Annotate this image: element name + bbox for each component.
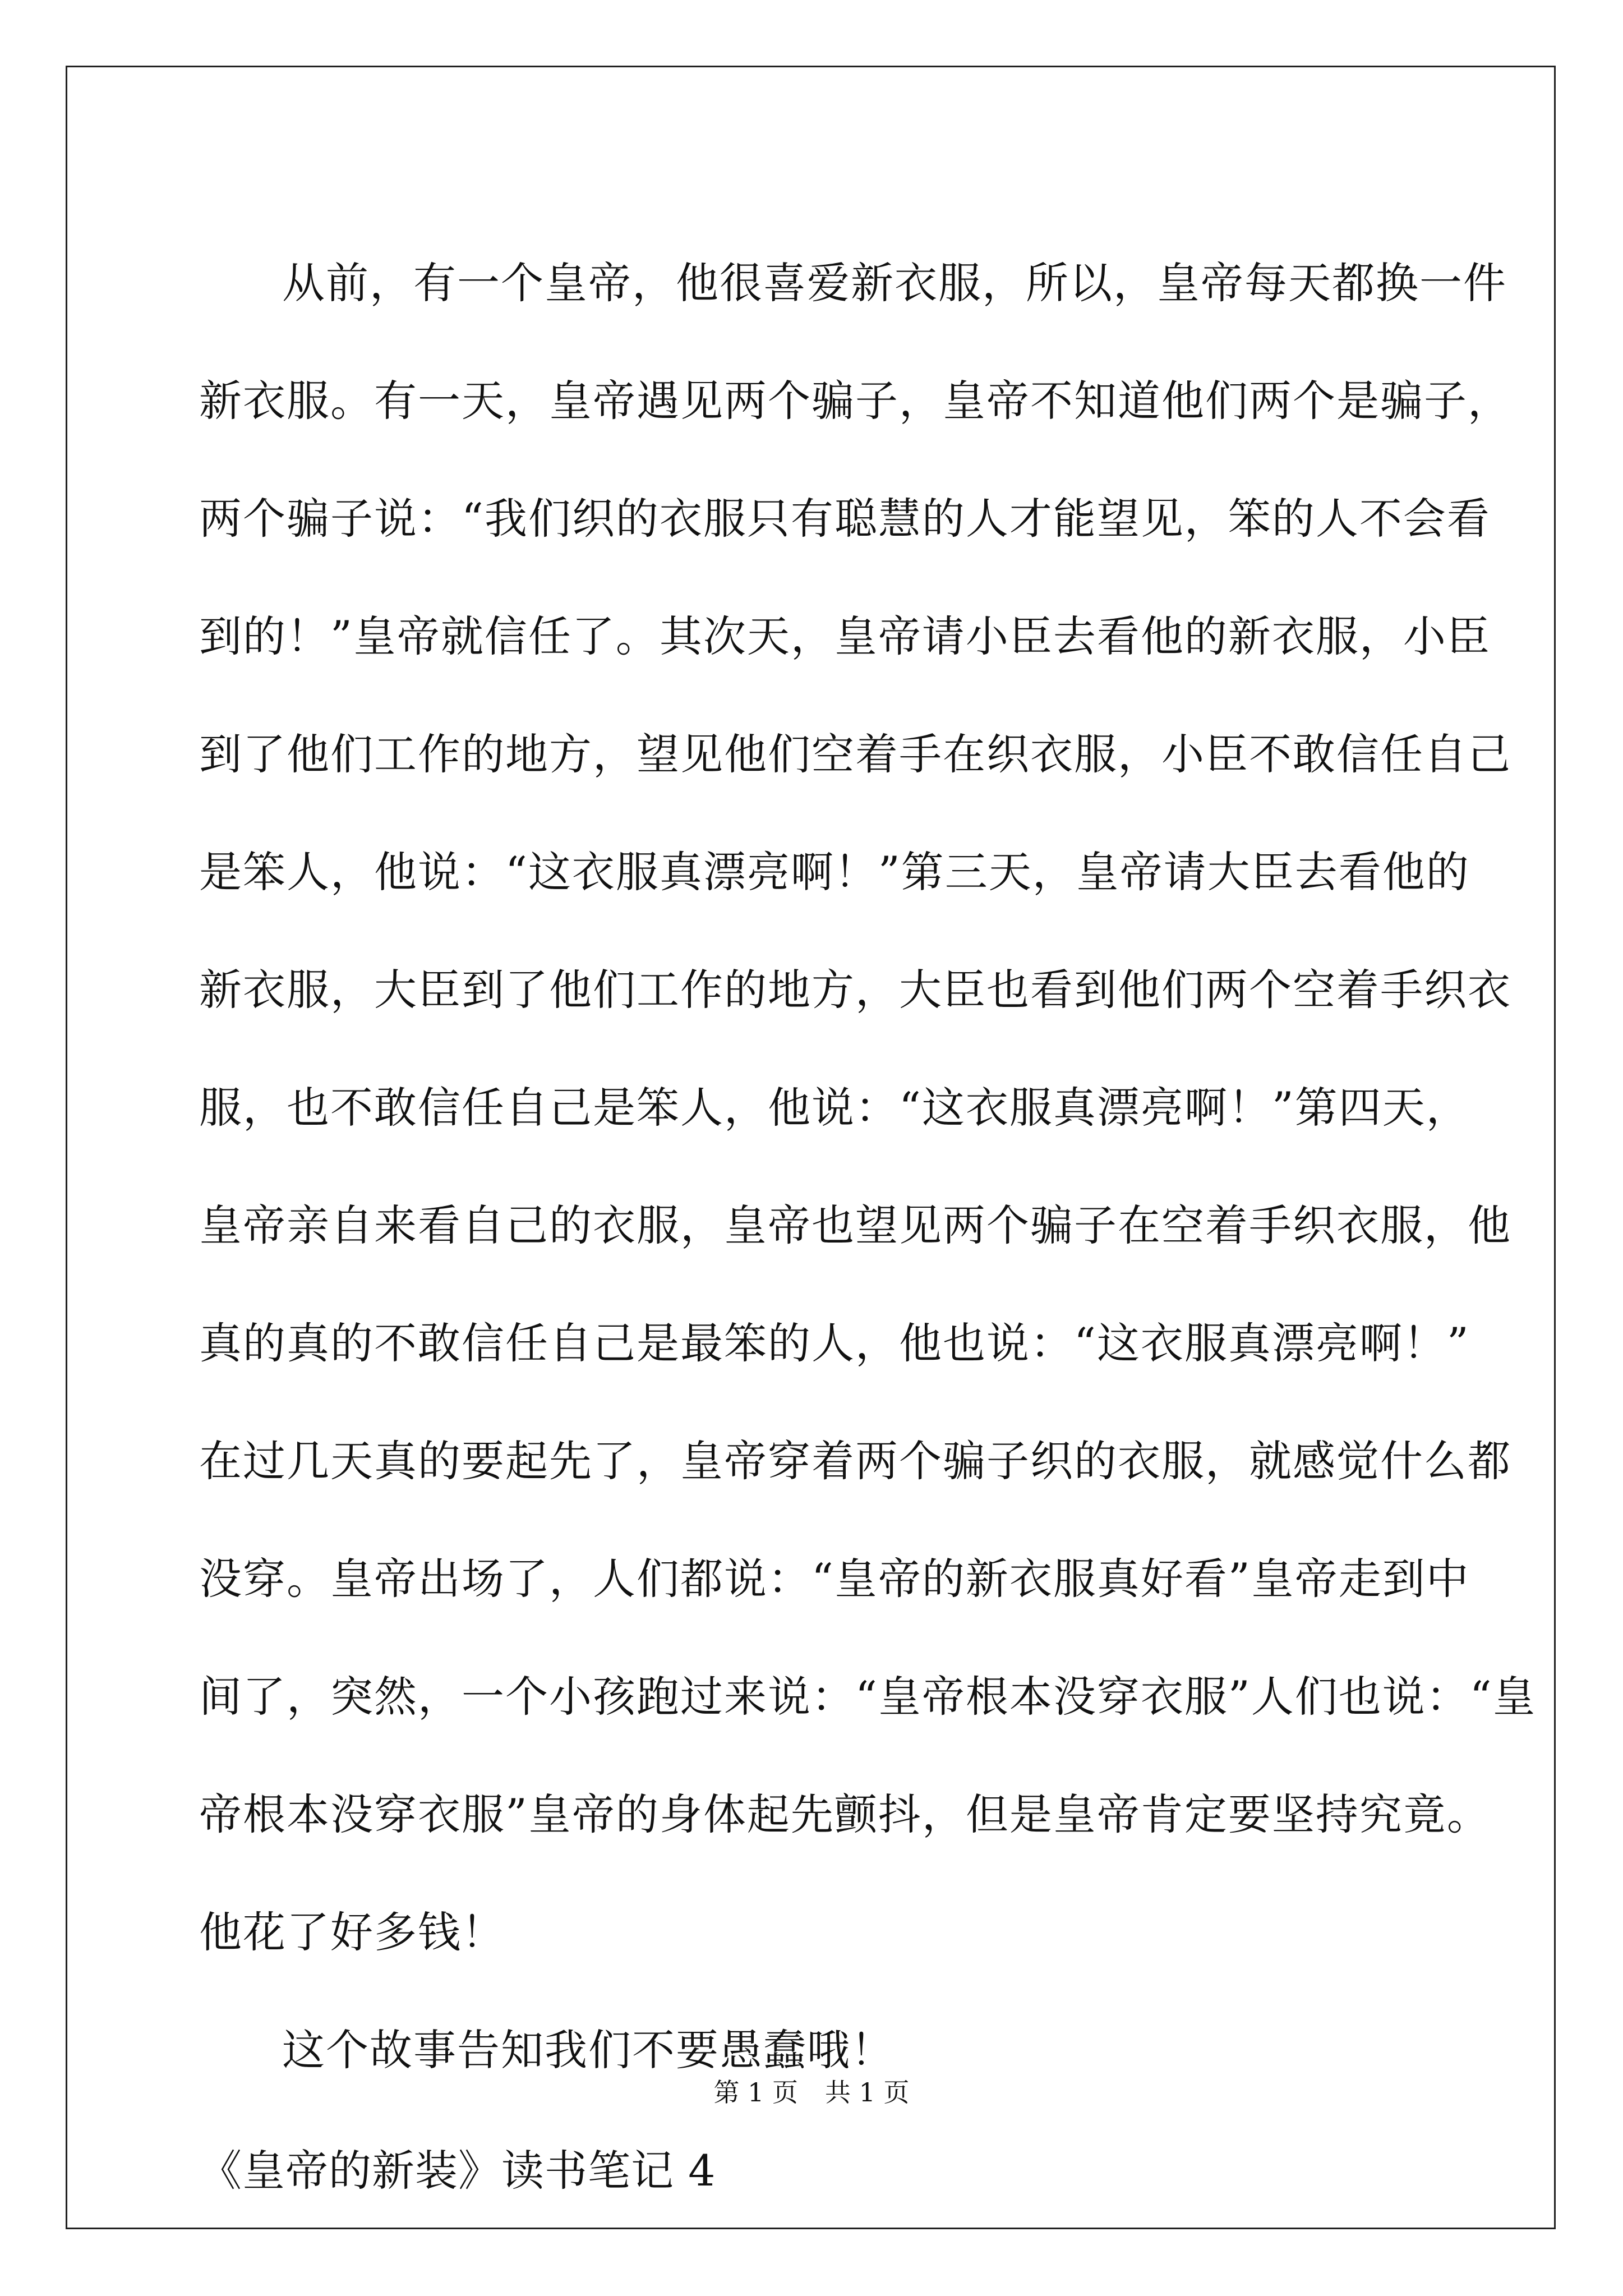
- moral-paragraph: 这个故事告知我们不要愚蠢哦！: [282, 2025, 895, 2075]
- paragraph-line: 在过几天真的要起先了，皇帝穿着两个骗子织的衣服，就感觉什么都: [199, 1436, 1511, 1486]
- paragraph-line: 间了，突然，一个小孩跑过来说：“皇帝根本没穿衣服”人们也说：“皇: [199, 1672, 1537, 1722]
- paragraph-line: 他花了好多钱！: [199, 1907, 505, 1957]
- paragraph-line: 新衣服。有一天，皇帝遇见两个骗子，皇帝不知道他们两个是骗子，: [199, 376, 1511, 426]
- paragraph-line: 到的！”皇帝就信任了。其次天，皇帝请小臣去看他的新衣服，小臣: [199, 611, 1491, 661]
- paragraph-line: 没穿。皇帝出场了，人们都说：“皇帝的新衣服真好看”皇帝走到中: [199, 1554, 1470, 1604]
- paragraph-line: 从前，有一个皇帝，他很喜爱新衣服，所以，皇帝每天都换一件: [282, 258, 1507, 308]
- page-footer: [0, 2076, 1623, 2109]
- paragraph-line: 新衣服，大臣到了他们工作的地方，大臣也看到他们两个空着手织衣: [199, 965, 1511, 1015]
- paragraph-line: 真的真的不敢信任自己是最笨的人，他也说：“这衣服真漂亮啊！”: [199, 1318, 1470, 1368]
- page-number-current: 第 1 页: [713, 2077, 798, 2108]
- page-number-total: 共 1 页: [825, 2077, 910, 2108]
- paragraph-line: 两个骗子说：“我们织的衣服只有聪慧的人才能望见，笨的人不会看: [199, 494, 1491, 544]
- paragraph-line: 是笨人，他说：“这衣服真漂亮啊！”第三天，皇帝请大臣去看他的: [199, 847, 1470, 897]
- section-heading: 《皇帝的新装》读书笔记 4: [199, 2146, 716, 2196]
- paragraph-line: 帝根本没穿衣服”皇帝的身体起先颤抖，但是皇帝肯定要坚持究竟。: [199, 1789, 1491, 1839]
- paragraph-line: 到了他们工作的地方，望见他们空着手在织衣服，小臣不敢信任自己: [199, 729, 1511, 779]
- document-body: [199, 224, 1537, 2233]
- paragraph-line: 服，也不敢信任自己是笨人，他说：“这衣服真漂亮啊！”第四天，: [199, 1083, 1470, 1133]
- paragraph-line: 皇帝亲自来看自己的衣服，皇帝也望见两个骗子在空着手织衣服，他: [199, 1200, 1511, 1250]
